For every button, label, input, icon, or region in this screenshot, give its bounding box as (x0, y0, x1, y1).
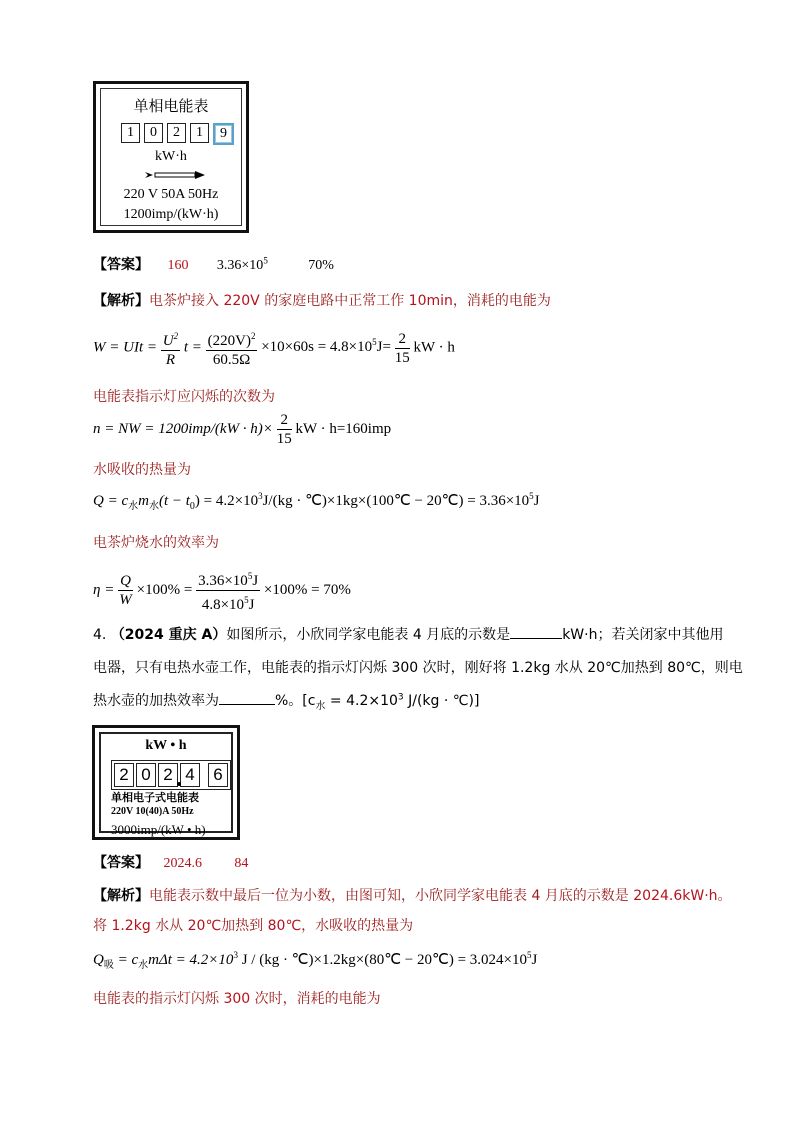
meter-frame (99, 732, 233, 837)
meter-spec-imp: 1200imp/(kW·h) (123, 207, 219, 222)
question-4-line-3: 热水壶的加热效率为 %。[$c_水 = 4.2\times 10^3$ J/(kg · ℃)] (93, 692, 480, 712)
meter-digit: 4 (180, 763, 200, 787)
meter-title: 单相电能表 (133, 97, 209, 115)
meter-digit-decimal: 9 (213, 123, 234, 145)
equation-flash-count: n = NW = 1200imp/(kW · h)× $\frac{2}{15}$ kW · h=160imp (93, 412, 392, 447)
answer-row-2 (93, 852, 248, 872)
rotation-arrow-icon (145, 169, 207, 181)
meter-digit-decimal: 6 (208, 763, 228, 787)
answer-value: 2024.6 (163, 856, 202, 871)
meter-digit: 2 (114, 763, 134, 787)
answer-blank (510, 638, 562, 639)
question-source: （2024 重庆 A） (110, 627, 227, 643)
meter-digit: 1 (190, 123, 209, 143)
equation-heat: $Q = c_水m_水(t - t_0) = 4.2\times 10^3J/(kg$ · ℃)×1kg×(100℃ − 20℃) = $3.36\times 10^5J$ (93, 491, 540, 512)
meter-spec-voltage: 220 V 50A 50Hz (123, 187, 219, 202)
analysis-intro-2: 【解析】电能表示数中最后一位为小数，由图可知，小欣同学家电能表 4 月底的示数是 2024.6kW·h。 (93, 888, 732, 904)
equation-efficiency: η = $\frac{Q}{W}$ ×100% = $\frac{3.36\times 10^5J}{4.8\times 10^5J}$ ×100% = 70% (93, 567, 351, 614)
meter-digits (111, 760, 231, 790)
analysis-label: 【解析】 (93, 888, 149, 904)
answer-label: 【答案】 (93, 257, 149, 273)
meter-unit: kW • h (145, 738, 187, 753)
meter-digit: 2 (167, 123, 186, 143)
meter-digits (121, 123, 234, 145)
equation-energy: W = UIt = $\frac{U^2}{R}$ t = $\frac{(220V)^2}{60.5\Omega}$ $\times 10\times 60s = 4.8\times 10^5J=$ $\frac{2}{15}$ kW · h (93, 327, 455, 369)
decimal-point (177, 782, 181, 786)
electric-meter-figure-1 (93, 81, 249, 233)
meter-spec-voltage: 220V 10(40)A 50Hz (111, 806, 194, 817)
meter-unit: kW·h (155, 149, 187, 164)
meter-digit: 2 (158, 763, 178, 787)
answer-blank (219, 704, 275, 705)
answer-value: 84 (234, 856, 249, 871)
question-4-line-1: 4. （2024 重庆 A）如图所示，小欣同学家电能表 4 月底的示数是 kW·h；若关闭家中其他用 (93, 627, 724, 643)
meter-frame (100, 88, 242, 226)
meter-digit: 0 (136, 763, 156, 787)
answer-value: 160 (167, 258, 189, 273)
analysis-text: 电能表指示灯应闪烁的次数为 (93, 389, 275, 405)
question-4-line-2: 电器，只有电热水壶工作，电能表的指示灯闪烁 300 次时，刚好将 1.2kg 水从 20℃加热到 80℃，则电 (93, 660, 743, 676)
meter-name: 单相电子式电能表 (111, 791, 199, 804)
meter-spec-imp: 3000imp/(kW • h) (111, 822, 206, 837)
answer-row-1 (93, 254, 334, 274)
meter-digit: 0 (144, 123, 163, 143)
answer-label: 【答案】 (93, 855, 149, 871)
electric-meter-figure-2 (92, 725, 240, 840)
analysis-text: 电茶炉烧水的效率为 (93, 535, 219, 551)
analysis-label: 【解析】 (93, 293, 149, 309)
analysis-text: 将 1.2kg 水从 20℃加热到 80℃，水吸收的热量为 (93, 918, 414, 934)
answer-value: 70% (308, 258, 334, 273)
analysis-intro-1: 【解析】电茶炉接入 220V 的家庭电路中正常工作 10min，消耗的电能为 (93, 293, 551, 309)
answer-value: $3.36\times 10^5$ (216, 255, 268, 273)
analysis-text: 水吸收的热量为 (93, 462, 191, 478)
equation-heat-absorbed: $Q_吸 = c_水m\Delta t = 4.2\times 10^3$ J / (kg · ℃)×1.2kg×(80℃ − 20℃) = $3.024\times 10^5J$ (93, 950, 538, 971)
analysis-text: 电能表的指示灯闪烁 300 次时，消耗的电能为 (93, 991, 381, 1007)
meter-digit: 1 (121, 123, 140, 143)
